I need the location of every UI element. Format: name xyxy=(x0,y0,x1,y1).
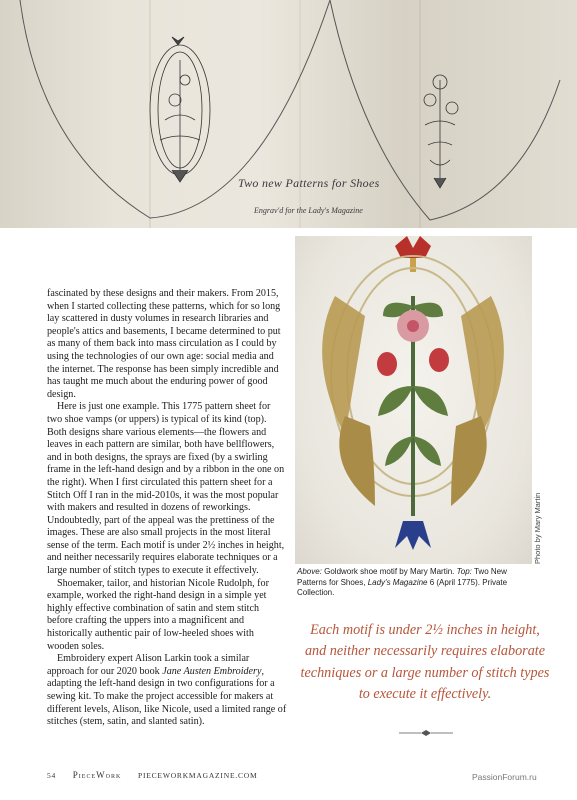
magazine-url: PIECEWORKMAGAZINE.COM xyxy=(137,771,258,780)
photo-credit: Photo by Mary Martin xyxy=(533,492,542,564)
paragraph-2: Here is just one example. This 1775 pattern sheet for two shoe vamps (or uppers) is typical of its kind (top). Both designs share various elements—the flowers and leaves in each pattern are similar, both have bellflowers, and in both designs, the sprays are fixed (by a swirling frame in the left-hand design and by a ribbon in the one on the right). When I first circulated this pattern sheet for a Stitch Off I ran in the mid-2010s, it was the most popular with makers and resulted in dozens of reworkings. Undoubtedly, part of the appeal was the prettiness of the images. These are also small projects in the most literal sense of the term. Each motif is under 2½ inches in height, and neither necessarily requires elaborate techniques or a large number of stitch types to execute it effectively. xyxy=(47,401,285,577)
caption-rest: 6 (April 1775). Private Collection. xyxy=(297,577,508,597)
plate-subcaption: Engrav'd for the Lady's Magazine xyxy=(254,206,363,215)
page-number: 54 xyxy=(47,771,57,780)
watermark: PassionForum.ru xyxy=(472,772,537,782)
paragraph-4-after: , adapting the left-hand design in two configurations for a sewing kit. To make the project accessible for makers at different levels, Alison, like Nicole, used a limited range of stitches (stem, satin, and slanted satin). xyxy=(47,665,287,728)
caption-top-text: Two New Patterns for Shoes, xyxy=(297,567,507,587)
goldwork-photo xyxy=(295,236,532,564)
plate-caption: Two new Patterns for Shoes xyxy=(238,176,380,190)
right-motif xyxy=(424,75,458,188)
photo-caption xyxy=(297,567,532,599)
book-title: Jane Austen Embroidery xyxy=(162,665,262,677)
caption-above-label: Above: xyxy=(297,567,322,576)
paragraph-4 xyxy=(47,653,287,729)
ornament-divider xyxy=(399,730,453,736)
paragraph-4-before: Embroidery expert Alison Larkin took a similar approach for our 2020 book xyxy=(47,653,250,677)
left-motif xyxy=(150,37,210,182)
goldwork-motif-illustration xyxy=(295,236,532,564)
paragraph-1: fascinated by these designs and their makers. From 2015, when I started collecting these patterns, which for so long lay scattered in dusty volumes in research libraries and people's attics and basements, I became determined to put as many of them back into mass circulation as I could by using the technologies of our own age: social media and the internet. The response has been simply incredible and has taught me much about the enduring power of good design. xyxy=(47,288,281,400)
caption-top-label: Top: xyxy=(456,567,472,576)
article-body xyxy=(47,288,287,729)
pull-quote: Each motif is under 2½ inches in height, and neither necessarily requires elaborate techniques or a large number of stitch types to execute it effectively. xyxy=(300,622,550,702)
engraving-illustration xyxy=(0,0,577,228)
paragraph-3: Shoemaker, tailor, and historian Nicole Rudolph, for example, worked the right-hand design in a simple yet highly effective combination of satin and stem stitch before crafting the uppers into a magnificent and historically authentic pair of low-heeled shoes with wooden soles. xyxy=(47,577,269,652)
caption-above-text: Goldwork shoe motif by Mary Martin. xyxy=(321,567,457,576)
magazine-brand: PieceWork xyxy=(72,770,122,780)
caption-magazine: Lady's Magazine xyxy=(367,577,428,587)
pattern-sheet-image xyxy=(0,0,577,228)
